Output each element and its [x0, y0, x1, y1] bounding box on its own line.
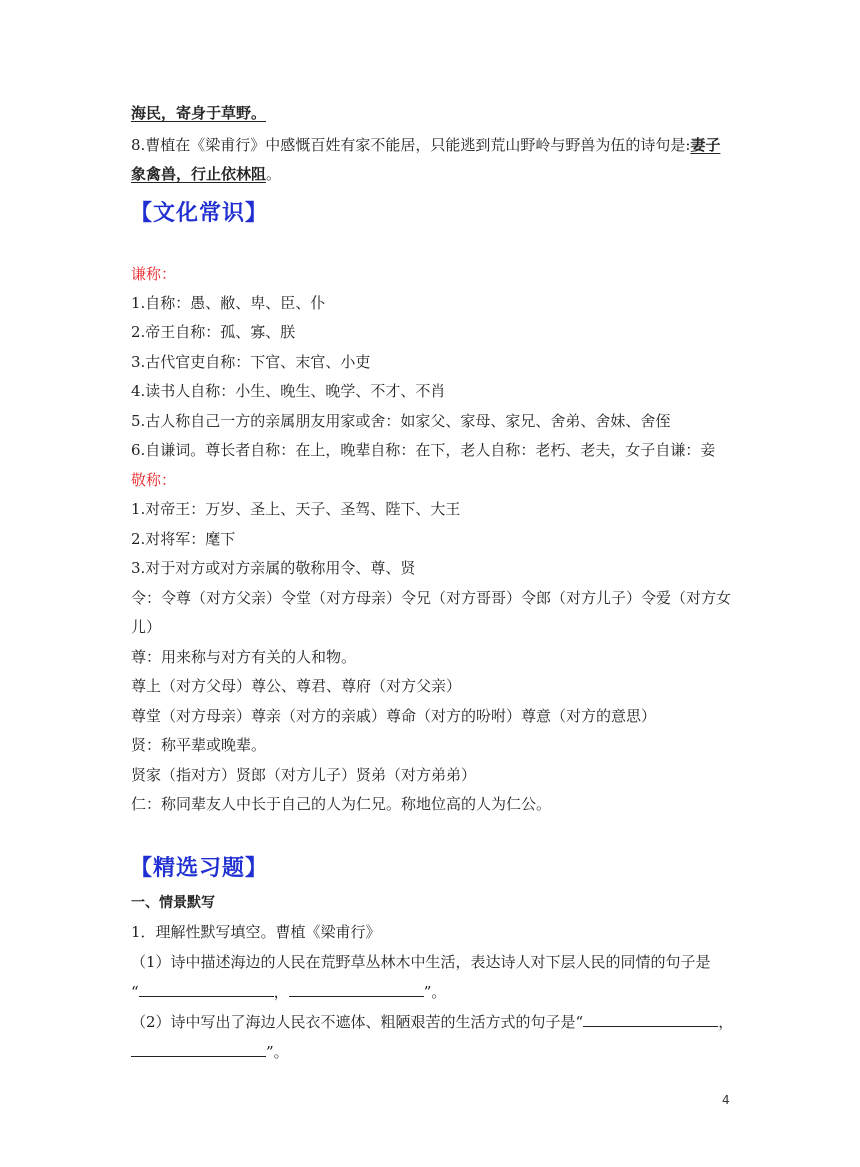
exercises-heading: 【精选习题】 — [130, 856, 269, 881]
section-title: 一、情景默写 — [131, 895, 215, 911]
respect-item: 令：令尊（对方父亲）令堂（对方母亲）令兄（对方哥哥）令郎（对方儿子）令爱（对方女 — [131, 589, 732, 607]
answer-blank[interactable] — [131, 1042, 266, 1057]
respect-item: 尊上（对方父母）尊公、尊君、尊府（对方父亲） — [131, 677, 462, 695]
quote-open: “ — [131, 983, 139, 1001]
page-number: 4 — [722, 1093, 730, 1107]
respect-item: 1.对帝王：万岁、圣上、天子、圣驾、陛下、大王 — [131, 500, 461, 518]
respect-item: 儿） — [131, 618, 162, 636]
quote-close: ”。 — [423, 983, 447, 1001]
respect-title: 敬称： — [131, 471, 177, 489]
answer-blank[interactable] — [139, 982, 274, 997]
answer-blank[interactable] — [289, 982, 424, 997]
separator: ， — [273, 983, 289, 1001]
respect-item: 贤家（指对方）贤郎（对方儿子）贤弟（对方弟弟） — [131, 766, 477, 784]
quote-close: ”。 — [266, 1043, 289, 1061]
question-8-continued — [131, 164, 281, 184]
question-1-2-text: （2）诗中写出了海边人民衣不遮体、粗陋艰苦的生活方式的句子是“ — [131, 1013, 584, 1031]
humble-item: 3.古代官吏自称：下官、末官、小吏 — [131, 353, 371, 371]
question-1-1: （1）诗中描述海边的人民在荒野草丛林木中生活，表达诗人对下层人民的同情的句子是 — [131, 953, 711, 971]
respect-item: 贤：称平辈或晚辈。 — [131, 736, 267, 754]
humble-title: 谦称： — [131, 265, 177, 283]
humble-item: 6.自谦词。尊长者自称：在上，晚辈自称：在下，老人自称：老朽、老夫，女子自谦：妾 — [131, 441, 716, 459]
question-8-text: 8.曹植在《梁甫行》中感慨百姓有家不能居，只能逃到荒山野岭与野兽为伍的诗句是: — [131, 136, 691, 154]
humble-item: 4.读书人自称：小生、晚生、晚学、不才、不肖 — [131, 382, 446, 400]
humble-item: 5.古人称自己一方的亲属朋友用家或舍：如家父、家母、家兄、舍弟、舍妹、舍侄 — [131, 412, 671, 430]
separator: ， — [718, 1013, 734, 1031]
question-8 — [131, 135, 720, 155]
answer-blank[interactable] — [583, 1012, 718, 1027]
question-8-end: 。 — [266, 165, 282, 183]
humble-item: 1.自称：愚、敝、卑、臣、仆 — [131, 294, 326, 312]
culture-heading: 【文化常识】 — [130, 201, 269, 226]
respect-item: 尊：用来称与对方有关的人和物。 — [131, 648, 357, 666]
question-8-answer-part2: 象禽兽，行止依林阻 — [131, 165, 267, 183]
humble-item: 2.帝王自称：孤、寡、朕 — [131, 323, 296, 341]
question-8-answer-part1: 妻子 — [690, 136, 721, 154]
answer-line: 海民，寄身于草野。 — [131, 104, 267, 122]
respect-item: 3.对于对方或对方亲属的敬称用令、尊、贤 — [131, 559, 416, 577]
question-1: 1．理解性默写填空。曹植《梁甫行》 — [131, 923, 381, 941]
respect-item: 尊堂（对方母亲）尊亲（对方的亲戚）尊命（对方的吩咐）尊意（对方的意思） — [131, 707, 657, 725]
question-1-2 — [131, 1012, 733, 1032]
respect-item: 2.对将军：麾下 — [131, 530, 236, 548]
question-1-1-blanks — [131, 982, 446, 1002]
question-1-2-continued — [131, 1042, 289, 1062]
respect-item: 仁：称同辈友人中长于自己的人为仁兄。称地位高的人为仁公。 — [131, 795, 552, 813]
